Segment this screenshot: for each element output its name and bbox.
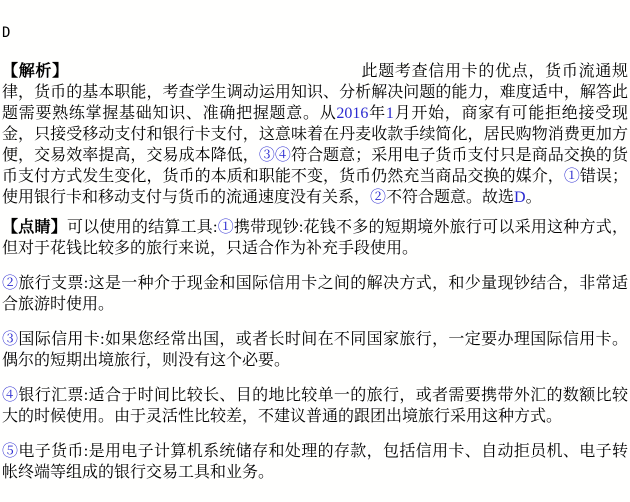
tips-paragraph-2: [2, 273, 628, 315]
tips-intro: 可以使用的结算工具:: [66, 219, 218, 236]
analysis-text-3: 月开始，商家有可能拒绝接受现金，只接受移动支付和银行卡支付，这意味着在丹麦收款手续简化，居民购物消费更加方便，交易效率提高，交易成本降低，: [2, 105, 628, 164]
analysis-text-6: 不符合题意。故选: [386, 189, 515, 206]
analysis-text-5: 错误；使用银行卡和移动支付与货币的流通速度没有关系，: [2, 168, 628, 206]
tip-4-number: ④: [2, 387, 19, 404]
answer-line: [2, 23, 628, 44]
tips-paragraph-3: [2, 329, 628, 371]
tip-5-number: ⑤: [2, 443, 19, 460]
tip-1-number: ①: [217, 219, 234, 236]
analysis-option-2: ②: [370, 189, 387, 206]
tip-1-text: 携带现钞:花钱不多的短期境外旅行可以采用这种方式，但对于花钱比较多的旅行来说，只适合作为补充手段使用。: [2, 219, 628, 257]
tip-4-text: 银行汇票:适合于时间比较长、目的地比较单一的旅行，或者需要携带外汇的数额比较大的时候使用。由于灵活性比较差，不建议普通的跟团出境旅行采用这种方式。: [2, 387, 628, 425]
tips-paragraph-1: [2, 217, 628, 259]
analysis-text-2: 年: [368, 105, 386, 122]
tip-2-text: 旅行支票:这是一种介于现金和国际信用卡之间的解决方式，和少量现钞结合，非常适合旅游时使用。: [2, 275, 628, 313]
analysis-text-4: 符合题意；采用电子货币支付只是商品交换的货币支付方式发生变化，货币的本质和职能不变，货币仍然充当商品交换的媒介，: [2, 147, 628, 185]
analysis-paragraph: [2, 61, 628, 208]
tips-paragraph-4: [2, 385, 628, 427]
analysis-label: 【解析】: [2, 63, 69, 80]
analysis-text-7: 。: [525, 189, 542, 206]
analysis-month-number: 1: [385, 105, 394, 122]
tip-3-number: ③: [2, 331, 19, 348]
analysis-option-1: ①: [563, 168, 580, 185]
answer-letter: D: [2, 25, 11, 41]
analysis-spacer: [69, 75, 361, 76]
analysis-option-3-4: ③④: [258, 147, 291, 164]
tip-2-number: ②: [2, 275, 19, 292]
analysis-answer-letter: D: [514, 189, 526, 206]
tips-label: 【点睛】: [2, 219, 67, 236]
analysis-text-1: 此题考查信用卡的优点，货币流通规律，货币的基本职能，考查学生调动运用知识、分析解决问题的能力，难度适中，解答此题需要熟练掌握基础知识、准确把握题意。从: [2, 63, 628, 122]
tips-paragraph-5: [2, 441, 628, 483]
analysis-year-number: 2016: [336, 105, 369, 122]
tip-5-text: 电子货币:是用电子计算机系统储存和处理的存款，包括信用卡、自动拒员机、电子转帐终端等组成的银行交易工具和业务。: [2, 443, 628, 481]
tip-3-text: 国际信用卡:如果您经常出国，或者长时间在不同国家旅行，一定要办理国际信用卡。偶尔的短期出境旅行，则没有这个必要。: [2, 331, 628, 369]
